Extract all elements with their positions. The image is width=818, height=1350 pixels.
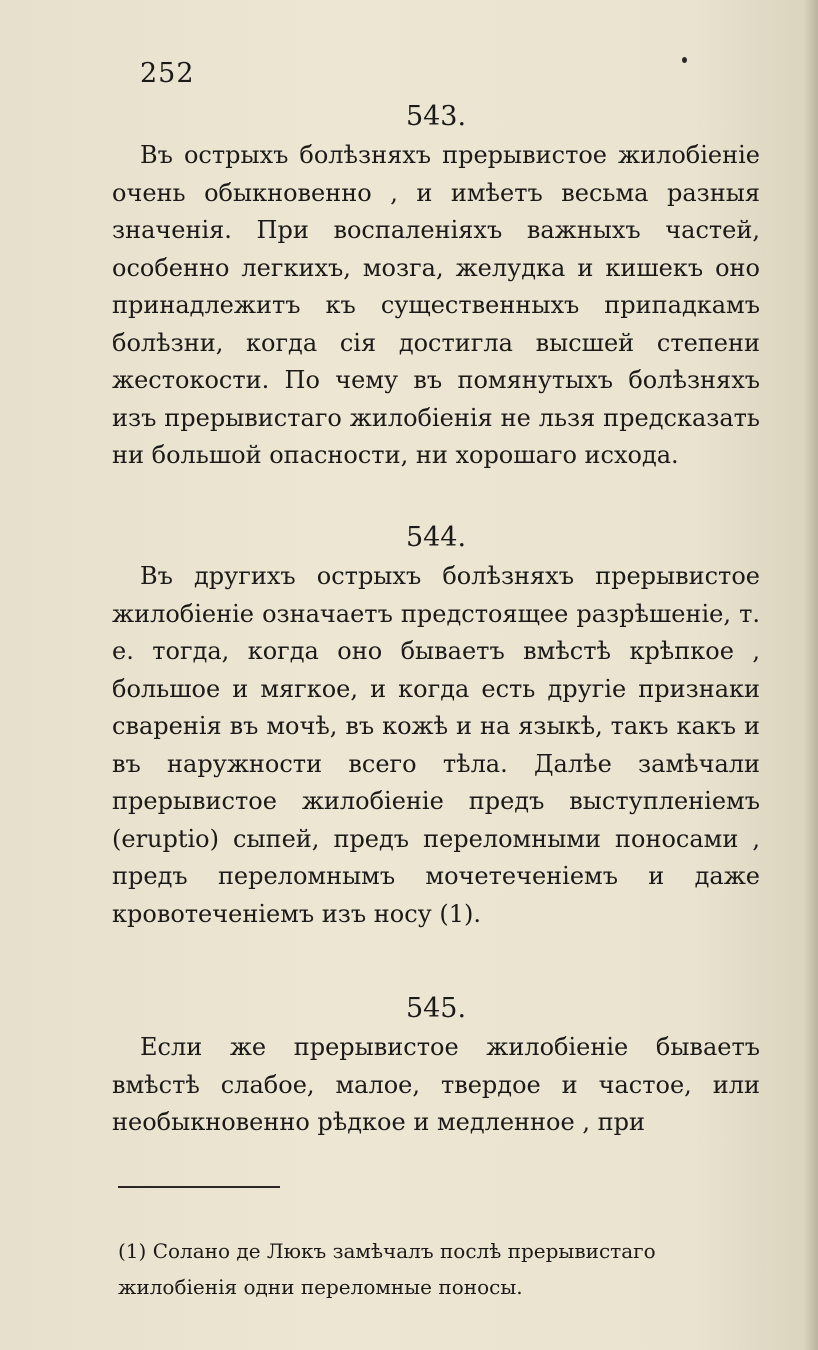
section-paragraph: Въ острыхъ болѣзняхъ прерывистое жилобіеніе очень обыкновенно , и имѣетъ весьма разныя значенія. При воспаленіяхъ важныхъ частей, особенно легкихъ, мозга, желудка и кишекъ оно принадлежитъ къ существенныхъ припадкамъ болѣзни, когда сія достигла высшей степени жестокости. По чему въ помянутыхъ болѣзняхъ изъ прерывистаго жилобіенія не льзя предсказать ни большой опасности, ни хорошаго исхода. — [112, 141, 760, 469]
page-number: 252 — [140, 58, 195, 89]
footnote-line: (1) Солано де Люкъ замѣчалъ послѣ прерывистаго — [118, 1239, 656, 1263]
page-edge-shadow — [804, 0, 818, 1350]
section-number: 543. — [405, 101, 467, 132]
section-number: 545. — [405, 993, 467, 1024]
section-543 — [112, 97, 760, 475]
section-544 — [112, 518, 760, 933]
section-number: 544. — [405, 522, 467, 553]
footnote-line: жилобіенія одни переломные поносы. — [118, 1275, 523, 1299]
section-545 — [112, 989, 760, 1142]
footnote-divider — [118, 1186, 280, 1188]
footnote — [118, 1233, 768, 1305]
ink-speck — [682, 57, 687, 63]
section-paragraph: Если же прерывистое жилобіеніе бываетъ вмѣстѣ слабое, малое, твердое и частое, или необыкновенно рѣдкое и медленное , при — [112, 1033, 760, 1136]
section-paragraph: Въ другихъ острыхъ болѣзняхъ прерывистое жилобіеніе означаетъ предстоящее разрѣшеніе, т. е. тогда, когда оно бываетъ вмѣстѣ крѣпкое , большое и мягкое, и когда есть другіе признаки сваренія въ мочѣ, въ кожѣ и на языкѣ, такъ какъ и въ наружности всего тѣла. Далѣе замѣчали прерывистое жилобіеніе предъ выступленіемъ (eruptio) сыпей, предъ переломными поносами , предъ переломнымъ мочетеченіемъ и даже кровотеченіемъ изъ носу (1). — [112, 562, 760, 928]
